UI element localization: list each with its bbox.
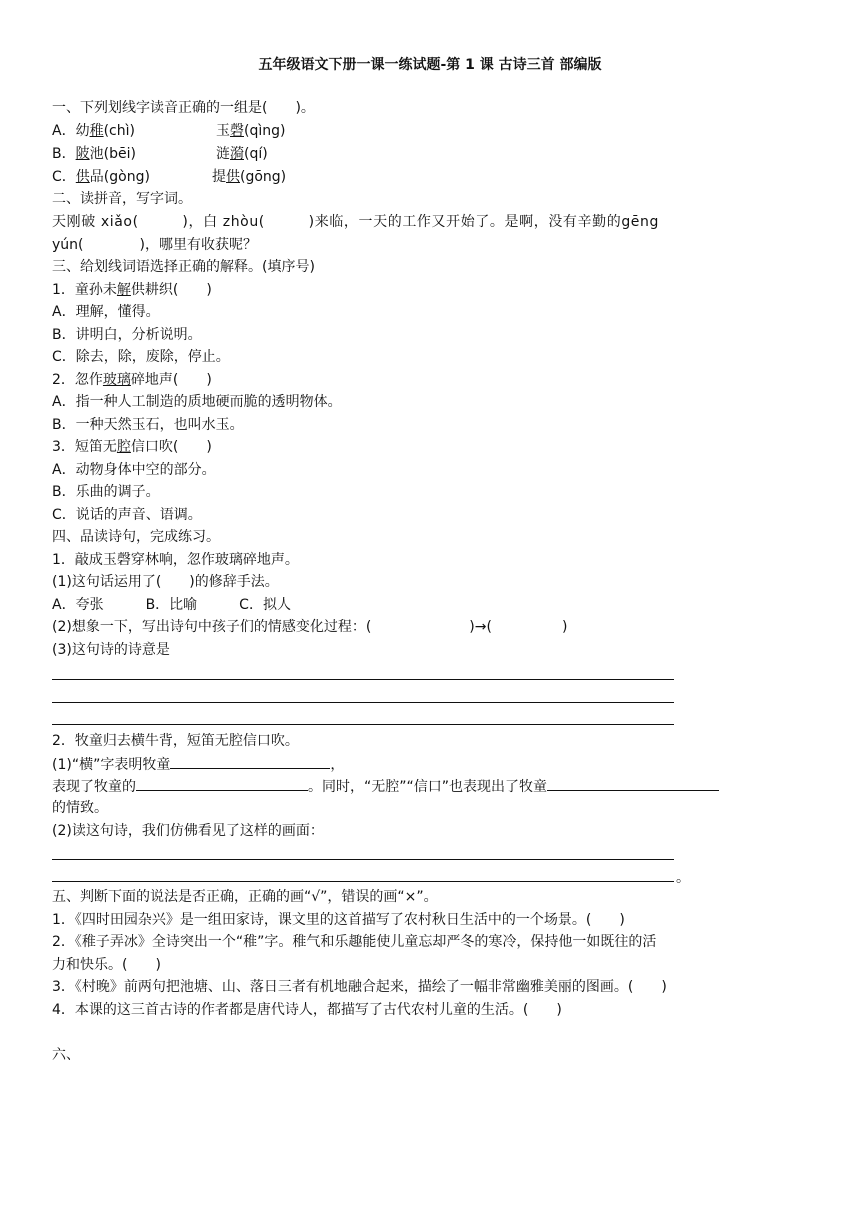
s3-q3: 3．短笛无腔信口吹( ) (52, 439, 212, 455)
s4-poem1-q1: (1)这句话运用了( )的修辞手法。 (52, 574, 279, 590)
s3-q3-option-b: B．乐曲的调子。 (52, 484, 160, 500)
s3-q1: 1．童孙未解供耕织( ) (52, 282, 212, 298)
s3-q1-option-b: B．讲明白，分析说明。 (52, 327, 202, 343)
s1-option-c-second: 提供(gōng) (212, 169, 287, 185)
section4-heading: 四、品读诗句，完成练习。 (52, 529, 220, 545)
s1-option-b: B．陂池(bēi) (52, 146, 136, 162)
answer-line (52, 679, 674, 680)
fill-blank (170, 754, 330, 769)
s5-item4: 4．本课的这三首古诗的作者都是唐代诗人，都描写了古代农村儿童的生活。( ) (52, 1002, 562, 1018)
s2-line2: yún( )，哪里有收获呢？ (52, 237, 257, 253)
s3-q1-option-a: A．理解，懂得。 (52, 304, 160, 320)
s3-q2: 2．忽作玻璃碎地声( ) (52, 372, 212, 388)
s4-poem1-q3: (3)这句诗的诗意是 (52, 642, 170, 658)
section2-heading: 二、读拼音，写字词。 (52, 191, 192, 207)
page-title: 五年级语文下册一课一练试题-第 1 课 古诗三首 部编版 (258, 57, 602, 73)
s2-line1: 天刚破 xiǎo( )，白 zhòu( )来临，一天的工作又开始了。是啊，没有辛勤的gēng (52, 214, 659, 230)
section3-heading: 三、给划线词语选择正确的解释。(填序号) (52, 259, 315, 275)
s5-item2-cont: 力和快乐。( ) (52, 957, 161, 973)
s5-item1: 1．《四时田园杂兴》是一组田家诗，课文里的这首描写了农村秋日生活中的一个场景。( ) (52, 912, 625, 928)
s4-poem2-q1: (1)“横”字表明牧童 ， (52, 754, 344, 775)
s1-option-c: C．供品(gòng) (52, 169, 150, 185)
s4-poem1: 1．敲成玉磬穿林响，忽作玻璃碎地声。 (52, 552, 299, 568)
s4-poem2: 2．牧童归去横牛背，短笛无腔信口吹。 (52, 733, 299, 749)
end-mark: 。 (676, 870, 690, 886)
s4-poem2-q2: (2)读这句诗，我们仿佛看见了这样的画面： (52, 823, 324, 839)
s5-item2: 2．《稚子弄冰》全诗突出一个“稚”字。稚气和乐趣能使儿童忘却严冬的寒冷，保持他一如既往的活 (52, 934, 657, 950)
section5-heading: 五、判断下面的说法是否正确，正确的画“√”，错误的画“×”。 (52, 889, 438, 905)
s3-q2-option-a: A．指一种人工制造的质地硬而脆的透明物体。 (52, 394, 342, 410)
s4-poem1-options: A．夸张 B．比喻 C．拟人 (52, 597, 291, 613)
section1-heading: 一、下列划线字读音正确的一组是( )。 (52, 100, 315, 116)
s1-option-a: A．幼稚(chì) (52, 123, 135, 139)
answer-line (52, 724, 674, 725)
s3-q3-option-a: A．动物身体中空的部分。 (52, 462, 216, 478)
answer-line (52, 702, 674, 703)
s4-poem2-q1-end: 的情致。 (52, 800, 108, 816)
s4-poem1-q2: (2)想象一下，写出诗句中孩子们的情感变化过程：( )→( ) (52, 619, 568, 635)
answer-line (52, 881, 674, 882)
fill-blank (547, 776, 719, 791)
s5-item3: 3．《村晚》前两句把池塘、山、落日三者有机地融合起来，描绘了一幅非常幽雅美丽的图画。( ) (52, 979, 667, 995)
answer-line (52, 859, 674, 860)
s3-q1-option-c: C．除去，除，废除，停止。 (52, 349, 230, 365)
s3-q2-option-b: B．一种天然玉石，也叫水玉。 (52, 417, 244, 433)
s1-option-a-second: 玉磬(qìng) (216, 123, 286, 139)
s1-option-b-second: 涟漪(qí) (216, 146, 268, 162)
fill-blank (136, 776, 308, 791)
section6-heading: 六、 (52, 1047, 80, 1063)
s4-poem2-q1-cont: 表现了牧童的 。同时，“无腔”“信口”也表现出了牧童 (52, 776, 719, 797)
s3-q3-option-c: C．说话的声音、语调。 (52, 507, 202, 523)
